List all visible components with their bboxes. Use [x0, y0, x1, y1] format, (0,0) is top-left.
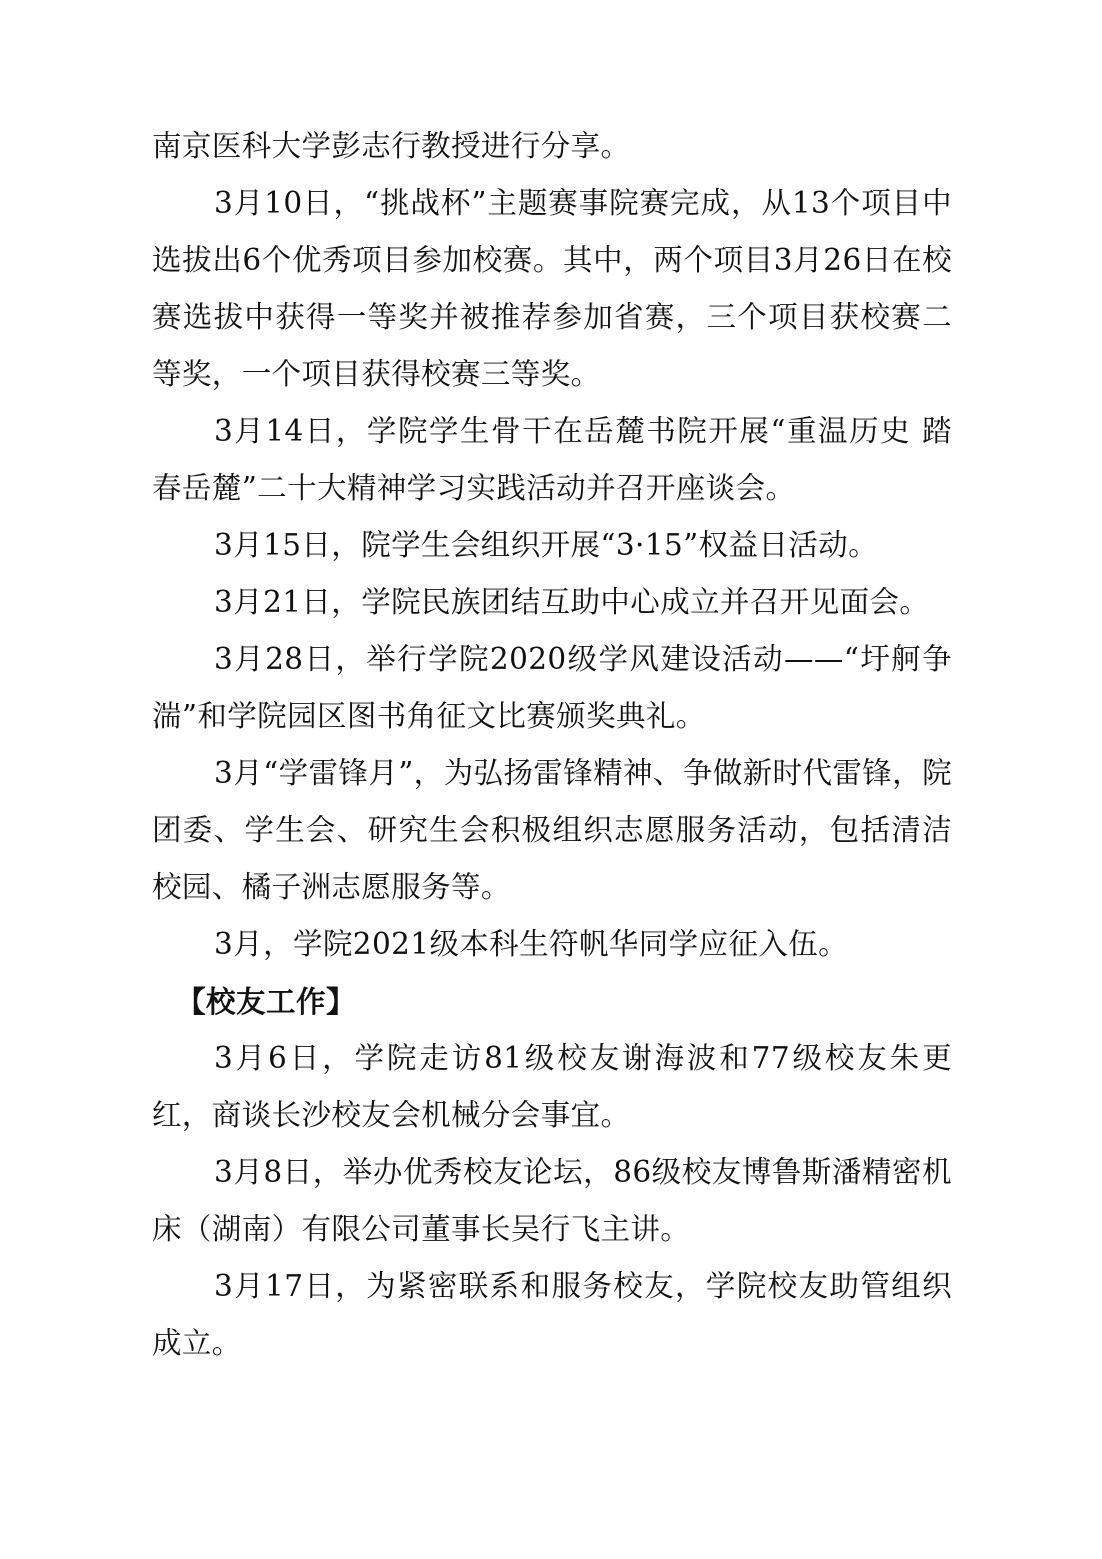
paragraph-alumni-march-6: 3月6日，学院走访81级校友谢海波和77级校友朱更红，商谈长沙校友会机械分会事宜。 — [152, 1041, 952, 1132]
paragraph-march-14: 3月14日，学院学生骨干在岳麓书院开展“重温历史 踏春岳麓”二十大精神学习实践活动并召开座谈会。 — [152, 414, 952, 505]
paragraph-continued: 南京医科大学彭志行教授进行分享。 — [152, 129, 631, 163]
paragraph-march-28: 3月28日，举行学院2020级学风建设活动——“圩舸争湍”和学院园区图书角征文比赛颁奖典礼。 — [152, 642, 952, 733]
paragraph-march-21: 3月21日，学院民族团结互助中心成立并召开见面会。 — [214, 585, 930, 619]
paragraph-alumni-march-8: 3月8日，举办优秀校友论坛，86级校友博鲁斯潘精密机床（湖南）有限公司董事长吴行飞主讲。 — [152, 1155, 952, 1246]
paragraph-march-10: 3月10日，“挑战杯”主题赛事院赛完成，从13个项目中选拔出6个优秀项目参加校赛。其中，两个项目3月26日在校赛选拔中获得一等奖并被推荐参加省赛，三个项目获校赛二等奖，一个项目获得校赛三等奖。 — [152, 186, 952, 391]
paragraph-enlistment: 3月，学院2021级本科生符帆华同学应征入伍。 — [214, 927, 849, 961]
paragraph-alumni-march-17: 3月17日，为紧密联系和服务校友，学院校友助管组织成立。 — [152, 1269, 952, 1360]
paragraph-march-15: 3月15日，院学生会组织开展“3·15”权益日活动。 — [214, 528, 879, 562]
paragraph-lei-feng-month: 3月“学雷锋月”，为弘扬雷锋精神、争做新时代雷锋，院团委、学生会、研究生会积极组织志愿服务活动，包括清洁校园、橘子洲志愿服务等。 — [152, 756, 952, 904]
document-body — [152, 118, 952, 1372]
section-heading-alumni-work: 【校友工作】 — [176, 984, 357, 1019]
